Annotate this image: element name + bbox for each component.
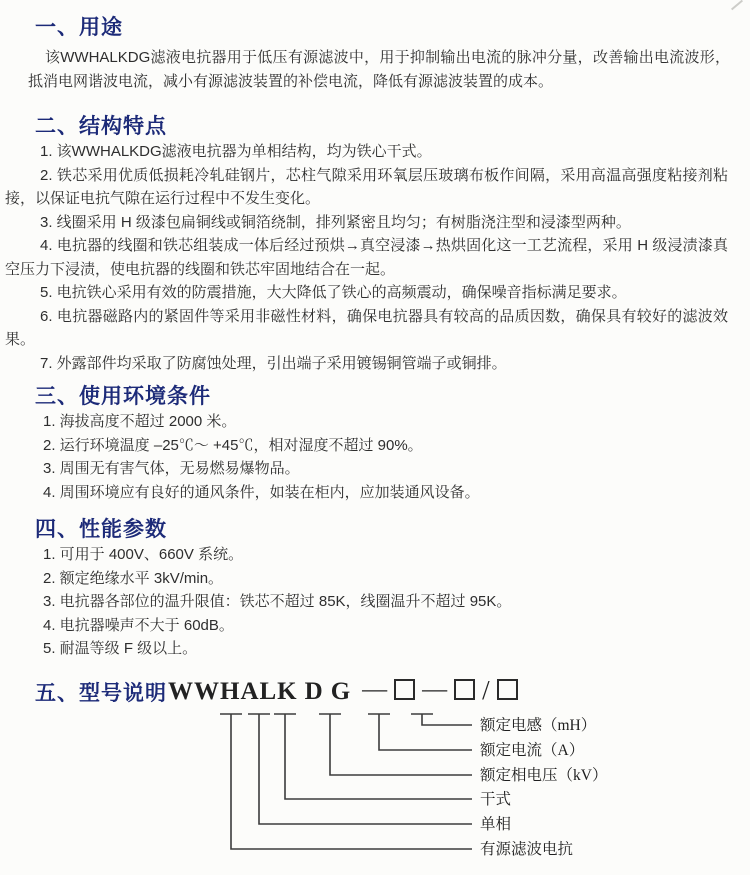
dash-separator: — <box>362 675 388 703</box>
structure-item-7: 7. 外露部件均采取了防腐蚀处理，引出端子采用镀锡铜管端子或铜排。 <box>40 354 507 372</box>
structure-item-6: 6. 电抗器磁路内的紧固件等采用非磁性材料，确保电抗器具有较高的品质因数，确保具有较好的滤波效果。 <box>5 307 728 348</box>
structure-item-1: 1. 该WWHALKDG滤液电抗器为单相结构，均为铁心干式。 <box>40 143 432 160</box>
section-title-performance: 四、性能参数 <box>35 518 167 541</box>
dash-separator: — <box>422 675 448 703</box>
performance-item-1: 1. 可用于 400V、660V 系统。 <box>43 546 244 563</box>
legend-single-phase: 单相 <box>480 815 512 833</box>
section-environment-conditions <box>0 384 750 504</box>
legend-active-filter-reactor: 有源滤波电抗 <box>480 840 574 858</box>
model-connector-lines <box>0 673 750 873</box>
legend-dry-type: 干式 <box>480 790 512 808</box>
performance-item-2: 2. 额定绝缘水平 3kV/min。 <box>43 569 224 587</box>
scan-artifact-mark <box>731 0 743 10</box>
environment-item-4: 4. 周围环境应有良好的通风条件，如装在柜内，应加装通风设备。 <box>43 483 480 501</box>
section-title-purpose: 一、用途 <box>35 16 123 39</box>
performance-item-3: 3. 电抗器各部位的温升限值：铁芯不超过 85K，线圈温升不超过 95K。 <box>43 593 512 610</box>
legend-rated-current: 额定电流（A） <box>480 741 585 759</box>
environment-item-2: 2. 运行环境温度 –25℃～ +45℃，相对湿度不超过 90%。 <box>43 436 423 454</box>
slash-separator: / <box>482 674 490 705</box>
structure-item-4: 4. 电抗器的线圈和铁芯组装成一体后经过预烘→真空浸漆→热烘固化这一工艺流程，采用 H 级浸渍漆真空压力下浸渍，使电抗器的线圈和铁芯牢固地结合在一起。 <box>5 237 728 278</box>
section-title-environment: 三、使用环境条件 <box>35 385 211 408</box>
environment-item-1: 1. 海拔高度不超过 2000 米。 <box>43 413 237 430</box>
performance-item-5: 5. 耐温等级 F 级以上。 <box>43 640 198 657</box>
section-model-designation <box>0 673 750 873</box>
section-title-model: 五、型号说明 <box>35 681 167 705</box>
section-performance-parameters <box>0 517 750 661</box>
section-title-structure: 二、结构特点 <box>35 115 167 138</box>
structure-item-2: 2. 铁芯采用优质低损耗冷轧硅钢片，芯柱气隙采用环氧层压玻璃布板作间隔，采用高温高强度粘接剂粘接，以保证电抗气隙在运行过程中不发生变化。 <box>5 166 728 207</box>
purpose-paragraph: 该WWHALKDG滤液电抗器用于低压有源滤波中，用于抑制输出电流的脉冲分量，改善输出电流波形，抵消电网谐波电流，减小有源滤波装置的补偿电流，降低有源滤波装置的成本。 <box>28 49 730 90</box>
legend-rated-inductance: 额定电感（mH） <box>480 716 597 734</box>
section-structure-features <box>0 114 750 375</box>
structure-item-3: 3. 线圈采用 H 级漆包扁铜线或铜箔绕制，排列紧密且均匀；有树脂浇注型和浸漆型两种。 <box>40 213 631 231</box>
legend-rated-phase-voltage: 额定相电压（kV） <box>480 766 608 784</box>
model-dry-letter: G <box>330 677 352 705</box>
model-phase-letter: D <box>304 677 324 705</box>
section-purpose <box>0 15 750 93</box>
model-prefix: WWHALK <box>168 677 298 705</box>
structure-item-5: 5. 电抗铁心采用有效的防震措施，大大降低了铁心的高频震动，确保噪音指标满足要求。 <box>40 284 627 301</box>
environment-item-3: 3. 周围无有害气体，无易燃易爆物品。 <box>43 460 300 477</box>
performance-item-4: 4. 电抗器噪声不大于 60dB。 <box>43 616 234 634</box>
